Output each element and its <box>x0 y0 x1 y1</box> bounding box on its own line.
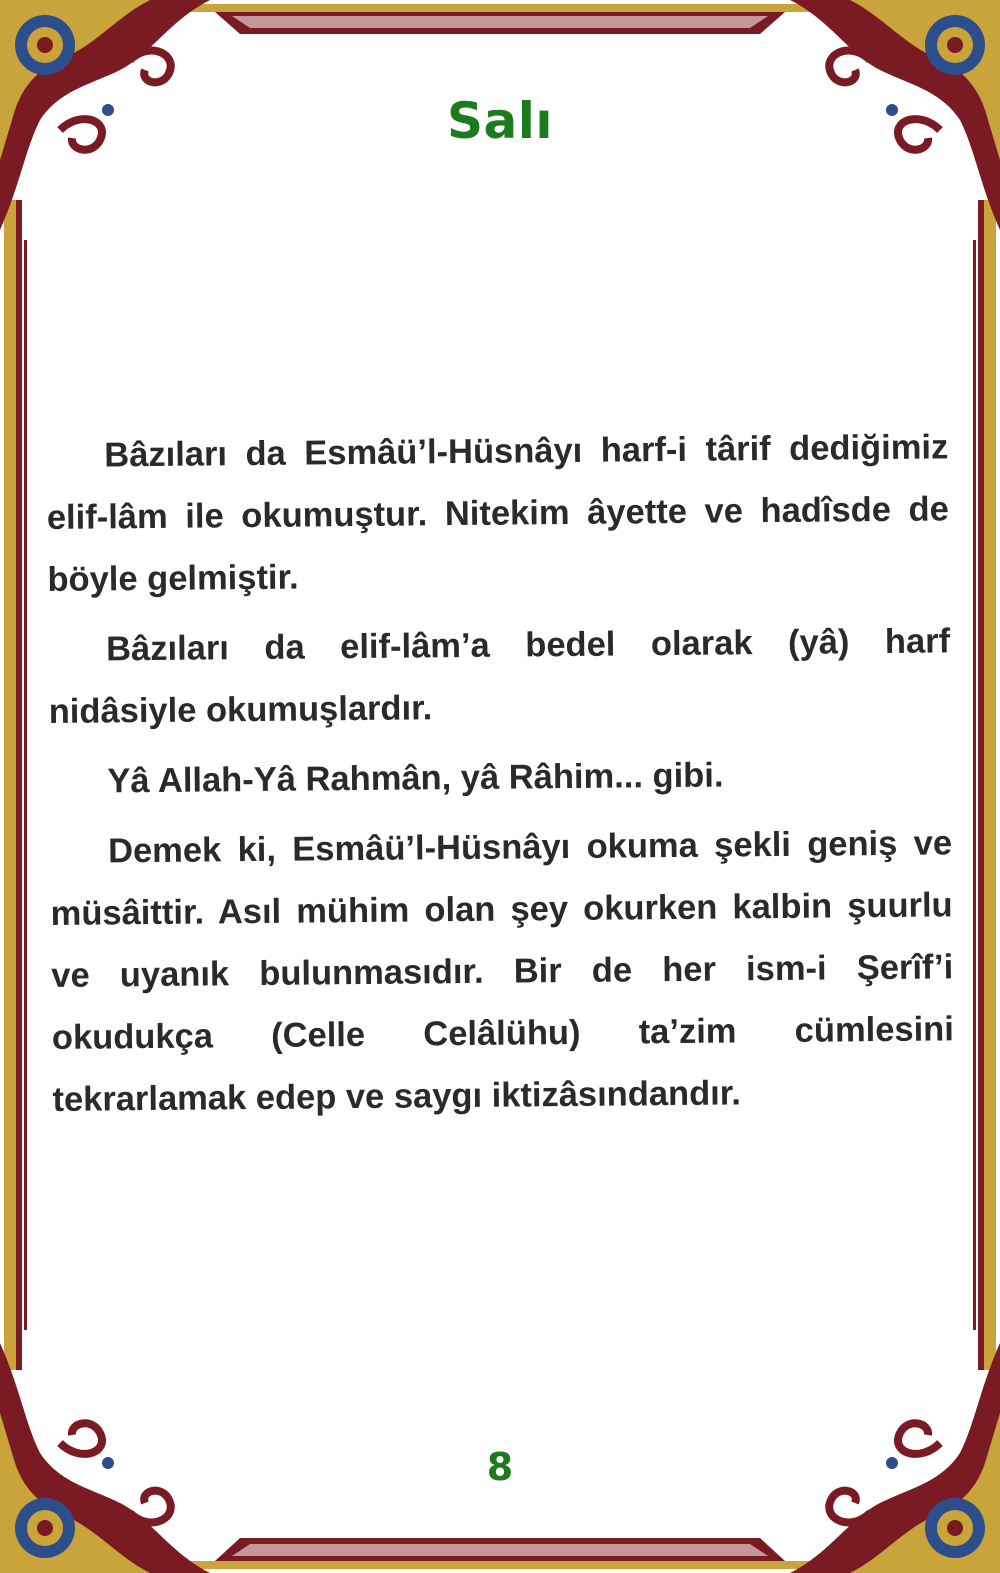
paragraph-3: Yâ Allah-Yâ Rahmân, yâ Râhim... gibi. <box>107 756 724 801</box>
paragraph-2: Bâzıları da elif-lâm’a bedel olarak (yâ) harf nidâsiyle okumuşlardır. <box>48 622 951 731</box>
page-header <box>0 92 1000 150</box>
paragraph-4: Demek ki, Esmâü’l-Hüsnâyı okuma şekli geniş ve müsâittir. Asıl mühim olan şey okurken kalbin şuurlu ve uyanık bulunmasıdır. Bir de her ism-i Şerîf’i okudukça (Celle Celâlühu) ta’zim cümlesini tekrarlamak edep ve saygı iktizâsındandır. <box>50 824 955 1119</box>
page-footer <box>0 1445 1000 1489</box>
page-number: 8 <box>486 1445 514 1489</box>
paragraph-1: Bâzıları da Esmâü’l-Hüsnâyı harf-i târif dediğimiz elif-lâm ile okumuştur. Nitekim âyette ve hadîsde de böyle gelmiştir. <box>46 428 950 599</box>
page-title: Salı <box>446 92 554 150</box>
body-text <box>46 416 955 1139</box>
